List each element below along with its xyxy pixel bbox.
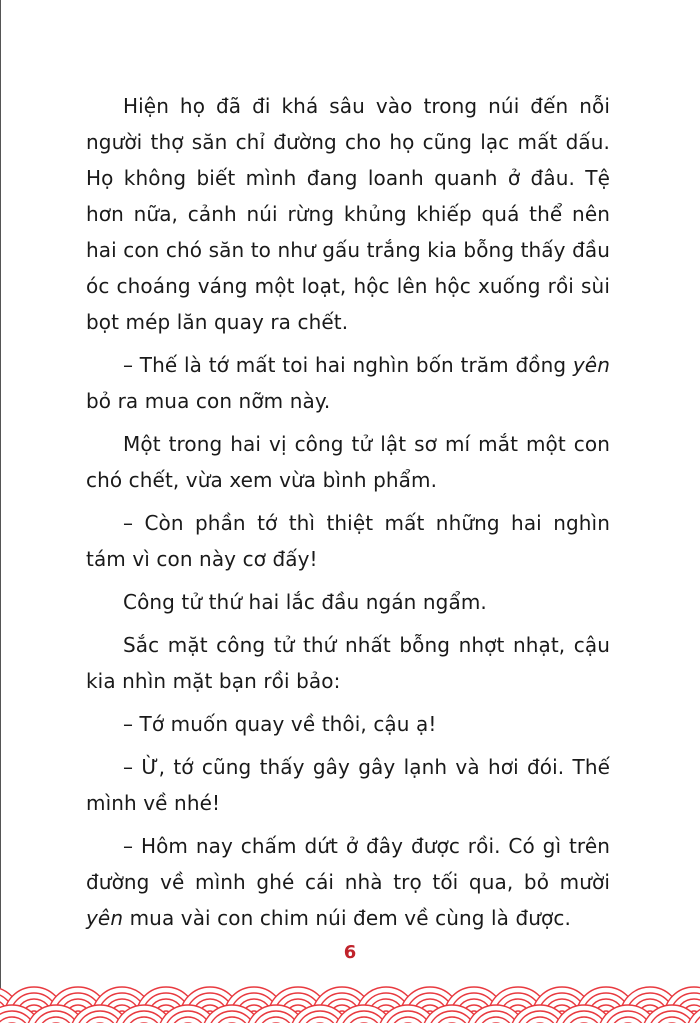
decorative-wave-pattern xyxy=(0,975,700,1023)
paragraph xyxy=(86,347,610,419)
paragraph xyxy=(86,584,610,620)
paragraph xyxy=(86,828,610,936)
text-run: – Ừ, tớ cũng thấy gây gây lạnh và hơi đói. Thế mình về nhé! xyxy=(86,755,610,815)
text-run: Hiện họ đã đi khá sâu vào trong núi đến nỗi người thợ săn chỉ đường cho họ cũng lạc mất dấu. Họ không biết mình đang loanh quanh ở đâu. Tệ hơn nữa, cảnh núi rừng khủng khiếp quá thể nên hai con chó săn to như gấu trắng kia bỗng thấy đầu óc choáng váng một loạt, hộc lên hộc xuống rồi sùi bọt mép lăn quay ra chết. xyxy=(86,94,610,334)
italic-word: yên xyxy=(572,353,610,377)
text-run: – Thế là tớ mất toi hai nghìn bốn trăm đồng xyxy=(123,353,573,377)
text-run: Một trong hai vị công tử lật sơ mí mắt một con chó chết, vừa xem vừa bình phẩm. xyxy=(86,432,610,492)
paragraph xyxy=(86,88,610,340)
text-run: Công tử thứ hai lắc đầu ngán ngẩm. xyxy=(123,590,487,614)
paragraph xyxy=(86,627,610,699)
paragraph xyxy=(86,426,610,498)
italic-word: yên xyxy=(86,906,124,930)
paragraph xyxy=(86,749,610,821)
text-run: – Còn phần tớ thì thiệt mất những hai nghìn tám vì con này cơ đấy! xyxy=(86,511,610,571)
paragraph xyxy=(86,505,610,577)
text-run: – Tớ muốn quay về thôi, cậu ạ! xyxy=(123,712,437,736)
text-run: Sắc mặt công tử thứ nhất bỗng nhợt nhạt, cậu kia nhìn mặt bạn rồi bảo: xyxy=(86,633,610,693)
paragraph xyxy=(86,706,610,742)
text-run: bỏ ra mua con nỡm này. xyxy=(86,389,331,413)
page-edge-line xyxy=(0,0,1,1023)
story-text xyxy=(86,88,610,943)
text-run: – Hôm nay chấm dứt ở đây được rồi. Có gì trên đường về mình ghé cái nhà trọ tối qua, bỏ mười xyxy=(86,834,610,894)
page-number: 6 xyxy=(343,942,357,963)
text-run: mua vài con chim núi đem về cùng là được. xyxy=(123,906,571,930)
